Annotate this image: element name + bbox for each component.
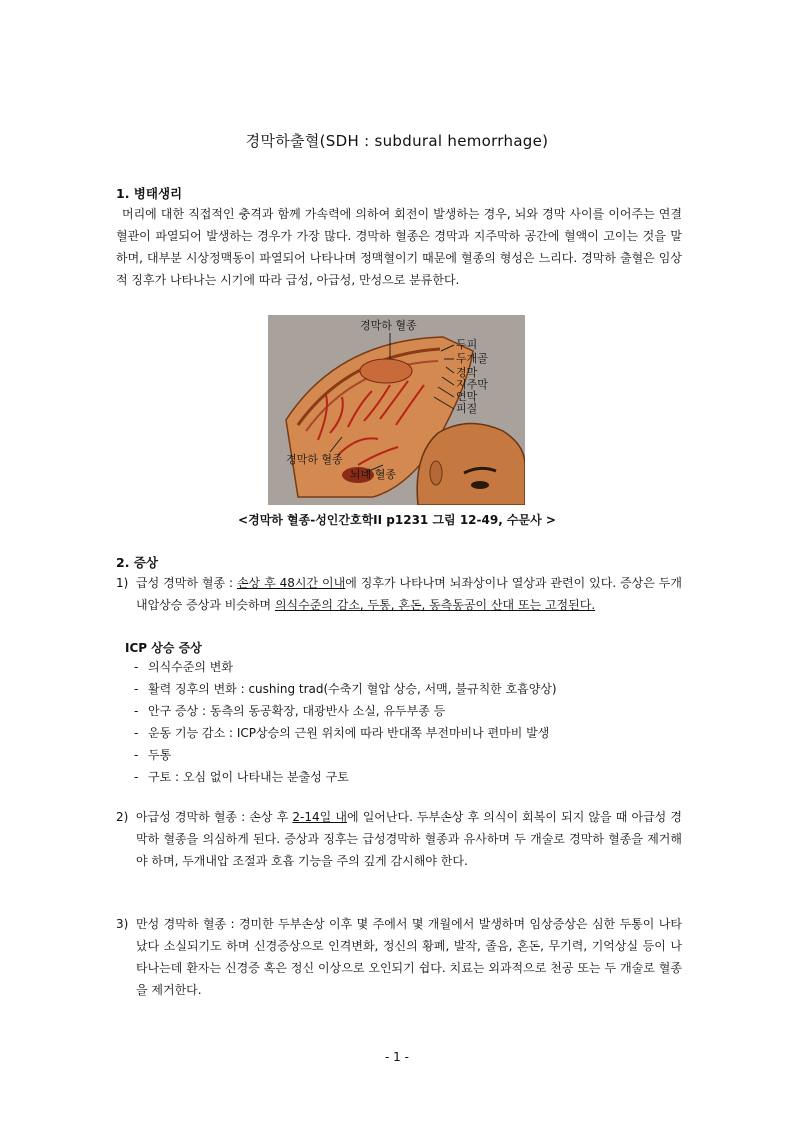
symptom-item-acute	[116, 572, 682, 616]
item-number: 1)	[116, 576, 129, 590]
symptom-item-subacute	[116, 806, 682, 872]
item-body: 아급성 경막하 혈종 : 손상 후 2-14일 내에 일어난다. 두부손상 후 의식이 회복이 되지 않을 때 아급성 경막하 혈종을 의심하게 된다. 증상과 징후는 급성경막하 혈종과 유사하며 두 개술로 경막하 혈종을 제거해야 하며, 두개내압 조절과 호흡 기능을 주의 깊게 감시해야 한다.	[136, 810, 682, 868]
label-subdural-hematoma-bottom: 경막하 혈종	[286, 453, 343, 466]
label-intracerebral-hematoma: 뇌내 혈종	[350, 468, 397, 481]
item-body: 만성 경막하 혈종 : 경미한 두부손상 이후 몇 주에서 몇 개월에서 발생하며 임상증상은 심한 두통이 나타났다 소실되기도 하며 신경증상으로 인격변화, 정신의 황폐, 발작, 졸음, 혼돈, 무기력, 기억상실 등이 나타나는데 환자는 신경증 혹은 정신 이상으로 오인되기 쉽다. 치료는 외과적으로 천공 또는 두 개술로 혈종을 제거한다.	[136, 917, 682, 997]
list-item: - 두통	[134, 748, 172, 762]
section-heading-symptoms: 2. 증상	[116, 555, 158, 570]
section-heading-pathophysiology: 1. 병태생리	[116, 186, 183, 201]
icp-heading: ICP 상승 증상	[125, 641, 202, 655]
list-item: - 안구 증상 : 동측의 동공확장, 대광반사 소실, 유두부종 등	[134, 704, 446, 718]
figure-caption: <경막하 혈종-성인간호학II p1231 그림 12-49, 수문사 >	[238, 513, 556, 527]
item-body: 급성 경막하 혈종 : 손상 후 48시간 이내에 징후가 나타나며 뇌좌상이나 열상과 관련이 있다. 증상은 두개내압상승 증상과 비슷하며 의식수준의 감소, 두통, 혼돈, 동측동공이 산대 또는 고정된다.	[136, 576, 682, 612]
document-title: 경막하출혈(SDH : subdural hemorrhage)	[245, 132, 549, 150]
symptom-item-chronic	[116, 913, 682, 1001]
label-cortex: 피질	[456, 402, 478, 415]
label-scalp: 두피	[456, 338, 478, 351]
underlined-text: 2-14일 내	[292, 810, 347, 824]
label-dura: 경막	[456, 366, 478, 379]
list-item: - 의식수준의 변화	[134, 660, 233, 674]
eye-shape	[471, 481, 489, 489]
label-subdural-hematoma-top: 경막하 혈종	[360, 319, 417, 332]
item-number: 2)	[116, 810, 129, 824]
subdural-hematoma-region	[360, 359, 412, 383]
subdural-hematoma-illustration	[268, 315, 525, 505]
label-skull: 두개골	[456, 352, 488, 365]
list-item: - 운동 기능 감소 : ICP상승의 근원 위치에 따라 반대쪽 부전마비나 편마비 발생	[134, 726, 550, 740]
item-number: 3)	[116, 917, 129, 931]
underlined-text: 손상 후 48시간 이내	[236, 576, 346, 590]
ear-shape	[430, 461, 442, 485]
page-number: - 1 -	[385, 1050, 409, 1064]
list-item: - 활력 징후의 변화 : cushing trad(수축기 혈압 상승, 서맥, 불규칙한 호흡양상)	[134, 682, 557, 696]
list-item: - 구토 : 오심 없이 나타내는 분출성 구토	[134, 770, 349, 784]
label-arachnoid: 지주막	[456, 378, 488, 391]
label-pia: 연막	[456, 390, 478, 403]
pathophysiology-paragraph: 머리에 대한 직접적인 충격과 함께 가속력에 의하여 회전이 발생하는 경우, 뇌와 경막 사이를 이어주는 연결 혈관이 파열되어 발생하는 경우가 가장 많다. 경막하 혈종은 경막과 지주막하 공간에 혈액이 고이는 것을 말하며, 대부분 시상정맥동이 파열되어 나타나며 정맥혈이기 때문에 혈종의 형성은 느리다. 경막하 출혈은 임상적 징후가 나타나는 시기에 따라 급성, 아급성, 만성으로 분류한다.	[116, 207, 682, 287]
icp-symptom-list	[134, 656, 557, 788]
underlined-text: 의식수준의 감소, 두통, 혼돈, 동측동공이 산대 또는 고정된다.	[274, 598, 596, 612]
